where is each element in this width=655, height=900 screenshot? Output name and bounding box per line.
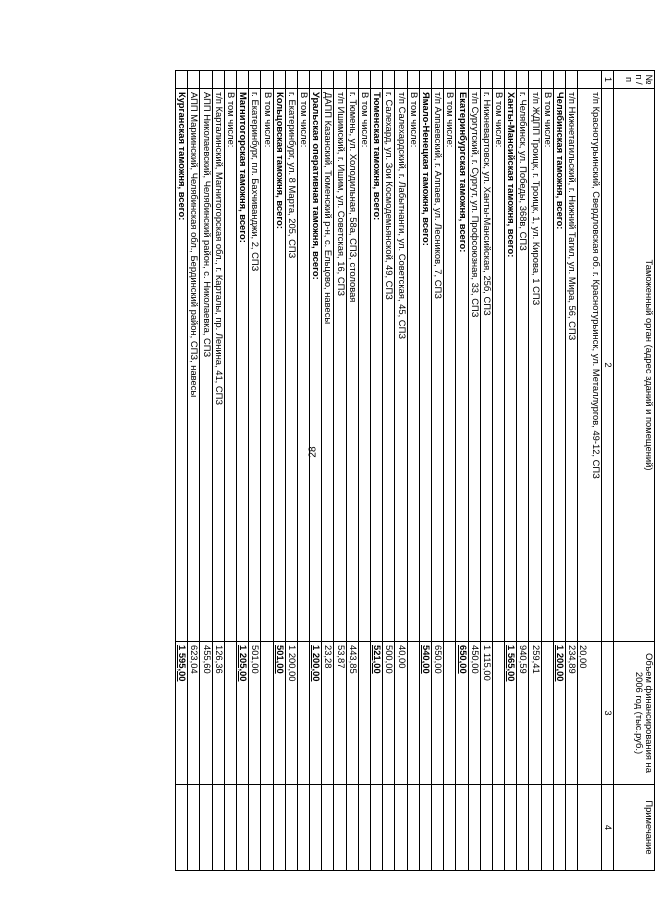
note-cell	[480, 785, 492, 871]
row-number-cell	[358, 71, 370, 89]
financing-cell: 1 200,00	[310, 642, 322, 785]
table-row	[297, 71, 309, 871]
table-row	[529, 71, 541, 871]
table-row	[371, 71, 383, 871]
organization-cell: В том числе:	[358, 89, 370, 642]
column-number: 3	[602, 642, 614, 785]
financing-cell: 1 595,00	[176, 642, 188, 785]
financing-cell: 1 200,00	[285, 642, 297, 785]
financing-cell: 650,00	[431, 642, 443, 785]
financing-cell: 501,00	[273, 642, 285, 785]
organization-cell: т/п Краснотурьинский, Свердловская об. г. Краснотурьинск, ул. Металлургов, 49-12, СПЗ	[578, 89, 602, 642]
row-number-cell	[334, 71, 346, 89]
row-number-cell	[566, 71, 578, 89]
note-cell	[249, 785, 261, 871]
table-row	[273, 71, 285, 871]
financing-cell: 540,00	[419, 642, 431, 785]
financing-cell	[358, 642, 370, 785]
header-note: Примечание	[614, 785, 655, 871]
row-number-cell	[371, 71, 383, 89]
header-row	[614, 71, 655, 871]
note-cell	[371, 785, 383, 871]
organization-cell: АПП Мариинский, Челябинская обл., Бердинский район, СПЗ, навесы	[188, 89, 200, 642]
table-row	[188, 71, 200, 871]
row-number-cell	[297, 71, 309, 89]
note-cell	[456, 785, 468, 871]
organization-cell: В том числе:	[444, 89, 456, 642]
row-number-cell	[541, 71, 553, 89]
financing-cell	[261, 642, 273, 785]
table-row	[176, 71, 188, 871]
table-row	[517, 71, 529, 871]
page-number: 28	[307, 446, 319, 458]
financing-cell: 650,00	[456, 642, 468, 785]
table-row	[212, 71, 224, 871]
table-row	[395, 71, 407, 871]
note-cell	[505, 785, 517, 871]
note-cell	[273, 785, 285, 871]
column-number-row	[602, 71, 614, 871]
organization-cell: г. Нижневартовск, ул. Ханты-Мансийская, 25б, СПЗ	[480, 89, 492, 642]
row-number-cell	[419, 71, 431, 89]
financing-cell	[297, 642, 309, 785]
organization-cell: т/п ЖДПП Троицк, г. Троицк, 1, ул. Кирова, 1 СПЗ	[529, 89, 541, 642]
table-row	[285, 71, 297, 871]
note-cell	[419, 785, 431, 871]
financing-cell: 20,00	[578, 642, 602, 785]
table-row	[407, 71, 419, 871]
organization-cell: Ямало-Ненецкая таможня, всего:	[419, 89, 431, 642]
note-cell	[346, 785, 358, 871]
financing-cell: 234,89	[566, 642, 578, 785]
financing-cell: 450,00	[468, 642, 480, 785]
financing-cell	[541, 642, 553, 785]
note-cell	[176, 785, 188, 871]
table-row	[249, 71, 261, 871]
table-row	[261, 71, 273, 871]
financing-cell	[407, 642, 419, 785]
financing-cell: 940,59	[517, 642, 529, 785]
table-row	[578, 71, 602, 871]
financing-cell: 501,00	[249, 642, 261, 785]
financing-cell: 500,00	[383, 642, 395, 785]
note-cell	[431, 785, 443, 871]
financing-table	[175, 70, 655, 871]
financing-cell: 521,00	[371, 642, 383, 785]
column-number: 4	[602, 785, 614, 871]
organization-cell: т/п Алпаевский, г. Алпаев, ул. Лесников, 7, СПЗ	[431, 89, 443, 642]
row-number-cell	[553, 71, 565, 89]
note-cell	[334, 785, 346, 871]
organization-cell: т/п Нижнетагильский, г. Нижний Тагил, ул. Мира, 56, СПЗ	[566, 89, 578, 642]
note-cell	[261, 785, 273, 871]
note-cell	[212, 785, 224, 871]
row-number-cell	[456, 71, 468, 89]
financing-cell: 443,85	[346, 642, 358, 785]
organization-cell: т/п Сургутский, г. Сургут, ул. Профсоюзная, 33, СПЗ	[468, 89, 480, 642]
row-number-cell	[346, 71, 358, 89]
row-number-cell	[322, 71, 334, 89]
row-number-cell	[529, 71, 541, 89]
note-cell	[529, 785, 541, 871]
organization-cell: Магнитогорская таможня, всего:	[236, 89, 248, 642]
table-row	[224, 71, 236, 871]
financing-cell: 23,28	[322, 642, 334, 785]
row-number-cell	[480, 71, 492, 89]
table-row	[468, 71, 480, 871]
header-financing: Объем финансирования на 2006 год (тыс.руб.)	[614, 642, 655, 785]
organization-cell: В том числе:	[224, 89, 236, 642]
organization-cell: АПП Николаевский, Челябинский район, с. Николаевка, СПЗ	[200, 89, 212, 642]
table-row	[541, 71, 553, 871]
note-cell	[383, 785, 395, 871]
note-cell	[566, 785, 578, 871]
organization-cell: ДАПП Казанский, Тюменский р-н, с. Ельцово, навесы	[322, 89, 334, 642]
financing-cell	[444, 642, 456, 785]
organization-cell: г. Тюмень, ул. Холодильная, 58а, СПЗ, столовая	[346, 89, 358, 642]
row-number-cell	[261, 71, 273, 89]
financing-cell: 623,04	[188, 642, 200, 785]
note-cell	[444, 785, 456, 871]
organization-cell: В том числе:	[261, 89, 273, 642]
note-cell	[407, 785, 419, 871]
table-row	[431, 71, 443, 871]
note-cell	[188, 785, 200, 871]
note-cell	[358, 785, 370, 871]
note-cell	[468, 785, 480, 871]
row-number-cell	[176, 71, 188, 89]
row-number-cell	[407, 71, 419, 89]
table-row	[358, 71, 370, 871]
organization-cell: В том числе:	[541, 89, 553, 642]
organization-cell: Челябинская таможня, всего:	[553, 89, 565, 642]
table-row	[310, 71, 322, 871]
financing-cell: 259,41	[529, 642, 541, 785]
note-cell	[395, 785, 407, 871]
row-number-cell	[468, 71, 480, 89]
row-number-cell	[383, 71, 395, 89]
row-number-cell	[188, 71, 200, 89]
note-cell	[236, 785, 248, 871]
table-row	[480, 71, 492, 871]
row-number-cell	[444, 71, 456, 89]
note-cell	[285, 785, 297, 871]
financing-cell: 1 205,00	[236, 642, 248, 785]
table-row	[334, 71, 346, 871]
row-number-cell	[249, 71, 261, 89]
organization-cell: т/п Ишимский, г. Ишим, ул. Советская, 16, СПЗ	[334, 89, 346, 642]
organization-cell: т/п Карталинский, Магнитогорская обл., г. Карталы, пр. Ленина, 41, СПЗ	[212, 89, 224, 642]
organization-cell: г. Салехард, ул. Зои Космодемьянской, 49, СПЗ	[383, 89, 395, 642]
table-row	[322, 71, 334, 871]
organization-cell: Кольцовская таможня, всего:	[273, 89, 285, 642]
note-cell	[310, 785, 322, 871]
row-number-cell	[492, 71, 504, 89]
row-number-cell	[224, 71, 236, 89]
table-row	[444, 71, 456, 871]
financing-cell: 455,60	[200, 642, 212, 785]
note-cell	[492, 785, 504, 871]
organization-cell: г. Екатеринбург, ул. 8 Марта, 205, СПЗ	[285, 89, 297, 642]
financing-cell: 1 115,00	[480, 642, 492, 785]
note-cell	[322, 785, 334, 871]
organization-cell: г. Екатеринбург, пл. Бахчиванджи, 2, СПЗ	[249, 89, 261, 642]
table-row	[566, 71, 578, 871]
note-cell	[578, 785, 602, 871]
table-row	[505, 71, 517, 871]
row-number-cell	[200, 71, 212, 89]
header-number: № п / п	[614, 71, 655, 89]
table-row	[383, 71, 395, 871]
organization-cell: В том числе:	[297, 89, 309, 642]
column-number: 1	[602, 71, 614, 89]
financing-cell: 53,87	[334, 642, 346, 785]
organization-cell: Курганская таможня, всего:	[176, 89, 188, 642]
organization-cell: В том числе:	[492, 89, 504, 642]
row-number-cell	[395, 71, 407, 89]
note-cell	[297, 785, 309, 871]
financing-cell	[224, 642, 236, 785]
organization-cell: Уральская оперативная таможня, всего:	[310, 89, 322, 642]
table-row	[492, 71, 504, 871]
organization-cell: Ханты-Мансийская таможня, всего:	[505, 89, 517, 642]
note-cell	[517, 785, 529, 871]
financing-cell	[492, 642, 504, 785]
table-row	[346, 71, 358, 871]
row-number-cell	[578, 71, 602, 89]
table-row	[419, 71, 431, 871]
table-row	[456, 71, 468, 871]
row-number-cell	[505, 71, 517, 89]
note-cell	[553, 785, 565, 871]
financing-cell: 1 565,00	[505, 642, 517, 785]
note-cell	[200, 785, 212, 871]
financing-cell: 40,00	[395, 642, 407, 785]
row-number-cell	[431, 71, 443, 89]
row-number-cell	[310, 71, 322, 89]
rotated-page	[85, 70, 655, 870]
financing-cell: 1 200,00	[553, 642, 565, 785]
row-number-cell	[285, 71, 297, 89]
column-number: 2	[602, 89, 614, 642]
table-body	[176, 71, 602, 871]
row-number-cell	[273, 71, 285, 89]
note-cell	[224, 785, 236, 871]
organization-cell: т/п Салехардский, г. Лабытнанги, ул. Советская, 45, СПЗ	[395, 89, 407, 642]
row-number-cell	[212, 71, 224, 89]
table-row	[200, 71, 212, 871]
header-organization: Таможенный орган (адрес зданий и помещений)	[614, 89, 655, 642]
organization-cell: г. Челябинск, ул. Победы, 368в, СПЗ	[517, 89, 529, 642]
note-cell	[541, 785, 553, 871]
table-row	[553, 71, 565, 871]
organization-cell: В том числе:	[407, 89, 419, 642]
row-number-cell	[517, 71, 529, 89]
organization-cell: Тюменская таможня, всего:	[371, 89, 383, 642]
financing-cell: 126,36	[212, 642, 224, 785]
table-row	[236, 71, 248, 871]
row-number-cell	[236, 71, 248, 89]
organization-cell: Екатеринбургская таможня, всего:	[456, 89, 468, 642]
